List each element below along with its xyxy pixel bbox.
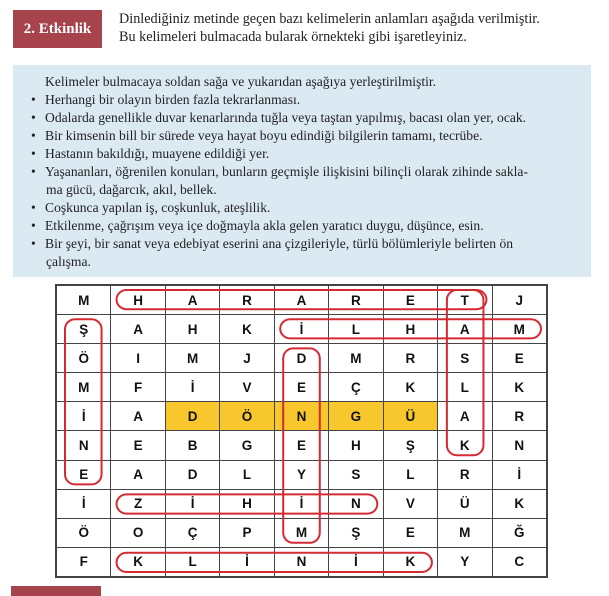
grid-row [57,547,547,576]
grid-row [57,431,547,460]
grid-cell[interactable]: İ [329,547,383,576]
clue-line [31,127,586,145]
grid-cell[interactable]: R [383,344,437,373]
grid-cell[interactable]: İ [274,489,328,518]
grid-cell[interactable]: N [492,431,547,460]
activity-badge: 2. Etkinlik [13,10,102,48]
grid-cell[interactable]: L [220,460,274,489]
grid-cell[interactable]: A [274,286,328,315]
instruction-line: Dinlediğiniz metinde geçen bazı kelimelerin anlamları aşağıda verilmiştir. [119,11,540,27]
grid-cell[interactable]: V [220,373,274,402]
grid-cell[interactable]: R [329,286,383,315]
grid-cell[interactable]: K [438,431,492,460]
grid-cell[interactable]: E [274,373,328,402]
grid-cell[interactable]: F [111,373,165,402]
grid-cell[interactable]: Ş [57,315,111,344]
clue-text: Hastanın bakıldığı, muayene edildiği yer. [45,146,270,161]
grid-cell[interactable]: O [111,518,165,547]
grid-cell[interactable]: Ç [165,518,219,547]
clue-line [31,109,586,127]
instruction-line: Bu kelimeleri bulmacada bularak örnekteki gibi işaretleyiniz. [119,29,467,45]
grid-cell[interactable]: A [111,460,165,489]
grid-row [57,518,547,547]
grid-cell[interactable]: C [492,547,547,576]
grid-cell[interactable]: İ [57,402,111,431]
grid-cell[interactable]: İ [274,315,328,344]
grid-cell[interactable]: Y [274,460,328,489]
grid-cell[interactable]: E [274,431,328,460]
grid-cell[interactable]: Ö [57,344,111,373]
grid-row [57,402,547,431]
grid-cell[interactable]: T [438,286,492,315]
clue-text: Odalarda genellikle duvar kenarlarında tuğla veya taştan yapılmış, bacası olan yer, ocak. [45,110,527,125]
grid-cell[interactable]: K [220,315,274,344]
bullet-icon: • [31,164,36,179]
grid-cell[interactable]: K [383,547,437,576]
clue-line [31,91,586,109]
grid-cell[interactable]: R [492,402,547,431]
grid-row [57,286,547,315]
grid-row [57,460,547,489]
grid-cell[interactable]: Ğ [492,518,547,547]
clues-panel [13,65,591,277]
grid-cell[interactable]: L [329,315,383,344]
activity-instructions [119,10,599,46]
grid-cell[interactable]: İ [165,489,219,518]
clue-text: Herhangi bir olayın birden fazla tekrarlanması. [45,92,301,107]
clue-line [31,163,586,181]
grid-cell[interactable]: L [438,373,492,402]
grid-cell[interactable]: K [492,489,547,518]
clue-text: Bir kimsenin bill bir sürede veya hayat boyu edindiği bilgilerin tamamı, tecrübe. [45,128,483,143]
grid-cell[interactable]: H [383,315,437,344]
clue-text: Coşkunca yapılan iş, coşkunluk, ateşlilik. [45,200,271,215]
grid-cell[interactable]: L [383,460,437,489]
grid-cell[interactable]: M [329,344,383,373]
bullet-icon: • [31,200,36,215]
grid-cell[interactable]: K [383,373,437,402]
grid-cell[interactable]: Ü [383,402,437,431]
grid-cell[interactable]: Ü [438,489,492,518]
grid-cell[interactable]: K [492,373,547,402]
grid-cell[interactable]: Ö [57,518,111,547]
grid-cell[interactable]: N [57,431,111,460]
grid-cell[interactable]: F [57,547,111,576]
grid-cell[interactable]: J [492,286,547,315]
bullet-icon: • [31,146,36,161]
grid-cell[interactable]: M [274,518,328,547]
grid-cell[interactable]: S [329,460,383,489]
grid-cell[interactable]: V [383,489,437,518]
grid-cell[interactable]: M [492,315,547,344]
grid-cell[interactable]: M [165,344,219,373]
grid-cell[interactable]: D [165,460,219,489]
next-activity-tab [11,586,101,596]
grid-cell[interactable]: Z [111,489,165,518]
grid-cell[interactable]: H [329,431,383,460]
clue-line [31,235,586,253]
grid-cell[interactable]: Ş [329,518,383,547]
clue-line [31,199,586,217]
word-search-grid [55,284,548,578]
grid-cell[interactable]: İ [492,460,547,489]
grid-cell[interactable]: J [220,344,274,373]
clue-text: Bir şeyi, bir sanat veya edebiyat eserini ana çizgileriyle, türlü bölümleriyle belirten ön [45,236,514,251]
grid-cell[interactable]: H [165,315,219,344]
grid-cell[interactable]: P [220,518,274,547]
grid-cell[interactable]: E [383,518,437,547]
grid-cell[interactable]: H [111,286,165,315]
grid-cell[interactable]: A [438,402,492,431]
clues-list [31,73,586,271]
clue-text: çalışma. [46,254,91,269]
grid-cell[interactable]: Ç [329,373,383,402]
grid-cell[interactable]: Ş [383,431,437,460]
bullet-icon: • [31,128,36,143]
grid-cell[interactable]: A [438,315,492,344]
bullet-icon: • [31,218,36,233]
grid-cell[interactable]: İ [220,547,274,576]
grid-cell[interactable]: E [383,286,437,315]
bullet-icon: • [31,92,36,107]
grid-cell[interactable]: N [274,547,328,576]
grid-cell[interactable]: N [329,489,383,518]
grid-row [57,315,547,344]
grid-cell[interactable]: Ö [220,402,274,431]
grid-cell[interactable]: B [165,431,219,460]
grid-cell[interactable]: İ [165,373,219,402]
grid-cell[interactable]: G [220,431,274,460]
grid-cell[interactable]: Y [438,547,492,576]
grid-cell[interactable]: N [274,402,328,431]
grid-cell[interactable]: L [165,547,219,576]
grid-row [57,373,547,402]
grid-cell[interactable]: E [492,344,547,373]
grid-cell[interactable]: İ [57,489,111,518]
clue-text: Etkilenme, çağrışım veya içe doğmayla akla gelen yaratıcı duygu, düşünce, esin. [45,218,484,233]
grid-cell[interactable]: E [57,460,111,489]
grid-row [57,344,547,373]
grid-row [57,489,547,518]
bullet-icon: • [31,236,36,251]
grid-cell[interactable]: M [57,373,111,402]
grid-cell[interactable]: E [111,431,165,460]
clue-text: ma gücü, dağarcık, akıl, bellek. [46,182,217,197]
clue-line [31,253,586,271]
grid-cell[interactable]: A [165,286,219,315]
bullet-icon: • [31,110,36,125]
grid-cell[interactable]: D [165,402,219,431]
grid-cell[interactable]: H [220,489,274,518]
grid-cell[interactable]: R [438,460,492,489]
grid-cell[interactable]: A [111,315,165,344]
grid-cell[interactable]: A [111,402,165,431]
grid-cell[interactable]: M [57,286,111,315]
clue-text: Yaşananları, öğrenilen konuları, bunların geçmişle ilişkisini bilinçli olarak zihinde sakla- [45,164,528,179]
clues-lead: Kelimeler bulmacaya soldan sağa ve yukarıdan aşağıya yerleştirilmiştir. [45,74,437,89]
grid-cell[interactable]: M [438,518,492,547]
grid-cell[interactable]: K [111,547,165,576]
grid-cell[interactable]: I [111,344,165,373]
clue-line [31,145,586,163]
grid-cell[interactable]: G [329,402,383,431]
grid-cell[interactable]: R [220,286,274,315]
clue-line [31,217,586,235]
clue-line [31,181,586,199]
grid-cell[interactable]: S [438,344,492,373]
word-search-table [56,285,547,577]
grid-cell[interactable]: D [274,344,328,373]
